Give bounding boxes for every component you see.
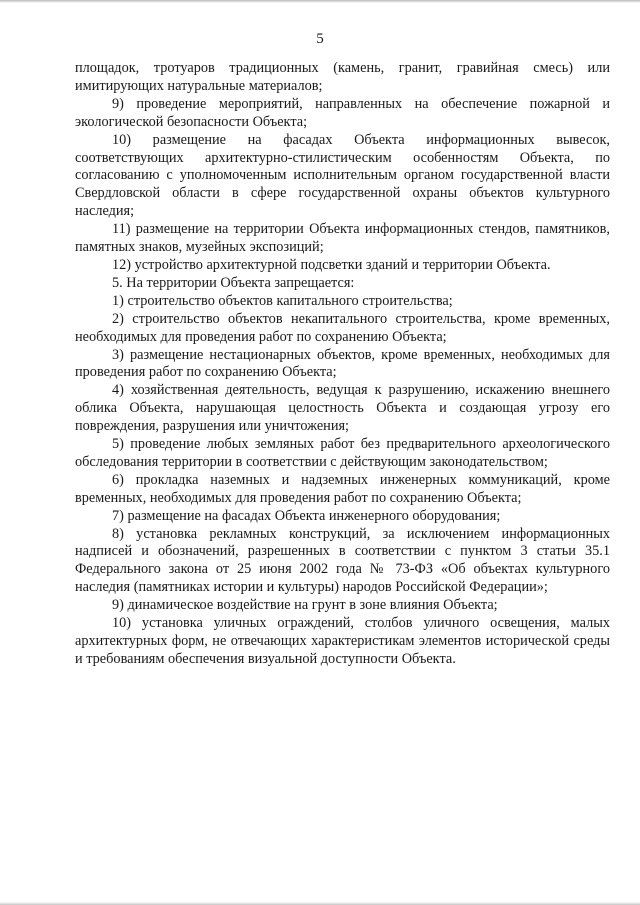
paragraph: 5. На территории Объекта запрещается: (112, 274, 355, 291)
paragraph: 10) размещение на фасадах Объекта информационных вывесок, соответствующих архитектурно-стилистическим особенностям Объекта, по согласованию с уполномоченным исполнительным органом государственной власти Свердловской области в сфере государственной охраны объектов культурного наследия; (75, 131, 610, 220)
paragraph: 3) размещение нестационарных объектов, кроме временных, необходимых для проведения работ по сохранению Объекта; (75, 346, 610, 381)
paragraph: 9) проведение мероприятий, направленных на обеспечение пожарной и экологической безопасности Объекта; (75, 95, 610, 130)
scan-edge-top (0, 0, 640, 3)
page-number: 5 (316, 31, 324, 47)
paragraph: 8) установка рекламных конструкций, за исключением информационных надписей и обозначений, разрешенных в соответствии с пунктом 3 статьи 35.1 Федерального закона от 25 июня 2002 года № 73-ФЗ «Об объектах культурного наследия (памятниках истории и культуры) народов Российской Федерации»; (75, 525, 610, 596)
document-body (75, 60, 610, 669)
paragraph: 1) строительство объектов капитального строительства; (112, 292, 453, 309)
paragraph: 11) размещение на территории Объекта информационных стендов, памятников, памятных знаков, музейных экспозиций; (75, 221, 610, 256)
paragraph: 7) размещение на фасадах Объекта инженерного оборудования; (112, 507, 501, 524)
paragraph: 10) установка уличных ограждений, столбов уличного освещения, малых архитектурных форм, не отвечающих характеристикам элементов исторической среды и требованиям обеспечения визуальной доступности Объекта. (75, 615, 610, 667)
paragraph: 9) динамическое воздействие на грунт в зоне влияния Объекта; (112, 597, 498, 614)
paragraph: 6) прокладка наземных и надземных инженерных коммуникаций, кроме временных, необходимых для проведения работ по сохранению Объекта; (75, 471, 610, 506)
paragraph: 12) устройство архитектурной подсветки зданий и территории Объекта. (112, 256, 551, 273)
paragraph: площадок, тротуаров традиционных (камень, гранит, гравийная смесь) или имитирующих натуральные материалов; (75, 60, 610, 94)
paragraph: 4) хозяйственная деятельность, ведущая к разрушению, искажению внешнего облика Объекта, нарушающая целостность Объекта и создающая угрозу его повреждения, разрушения или уничтожения; (75, 382, 610, 435)
paragraph: 5) проведение любых земляных работ без предварительного археологического обследования территории в соответствии с действующим законодательством; (75, 436, 610, 470)
paragraph: 2) строительство объектов некапитального строительства, кроме временных, необходимых для проведения работ по сохранению Объекта; (75, 310, 610, 345)
